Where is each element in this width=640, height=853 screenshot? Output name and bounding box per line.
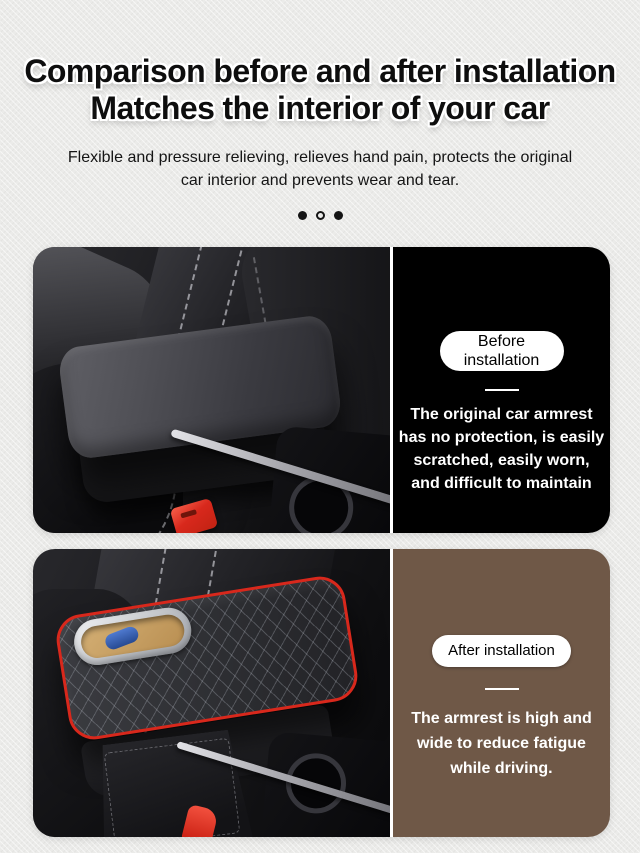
tray-item	[103, 625, 140, 652]
after-panel	[33, 549, 610, 837]
after-info-panel	[393, 549, 610, 837]
storage-pocket-shape	[91, 728, 254, 837]
after-description-line: wide to reduce fatigue	[417, 735, 586, 752]
carousel-dot-2[interactable]	[316, 211, 325, 220]
pocket-stitch	[104, 738, 241, 837]
after-description-line: The armrest is high and	[411, 710, 592, 727]
after-photo	[33, 549, 390, 837]
carousel-indicator	[0, 211, 640, 220]
divider-line	[485, 389, 519, 391]
before-description-line: and difficult to maintain	[411, 475, 592, 492]
divider-line	[485, 688, 519, 690]
before-badge: Before installation	[440, 331, 564, 371]
page-title-line2: Matches the interior of your car	[90, 90, 550, 126]
tray-well	[79, 612, 187, 660]
before-description	[399, 403, 604, 495]
after-description-line: while driving.	[450, 760, 553, 777]
before-description-line: has no protection, is easily	[398, 429, 605, 446]
before-photo	[33, 247, 390, 533]
tray-shape	[71, 604, 195, 668]
before-description-line: The original car armrest	[410, 406, 593, 423]
before-panel	[33, 247, 610, 533]
after-description	[411, 706, 591, 781]
page-subtitle	[0, 146, 640, 192]
page-title-line1: Comparison before and after installation	[24, 53, 616, 89]
before-description-line: scratched, easily worn,	[413, 452, 590, 469]
carousel-dot-3[interactable]	[334, 211, 343, 220]
buckle-slot	[180, 509, 197, 518]
center-console-shape	[258, 731, 390, 837]
carousel-dot-1[interactable]	[298, 211, 307, 220]
subtitle-line2: car interior and prevents wear and tear.	[180, 172, 460, 189]
subtitle-line1: Flexible and pressure relieving, relieves hand pain, protects the original	[67, 149, 573, 166]
before-info-panel	[393, 247, 610, 533]
after-badge: After installation	[432, 635, 571, 667]
